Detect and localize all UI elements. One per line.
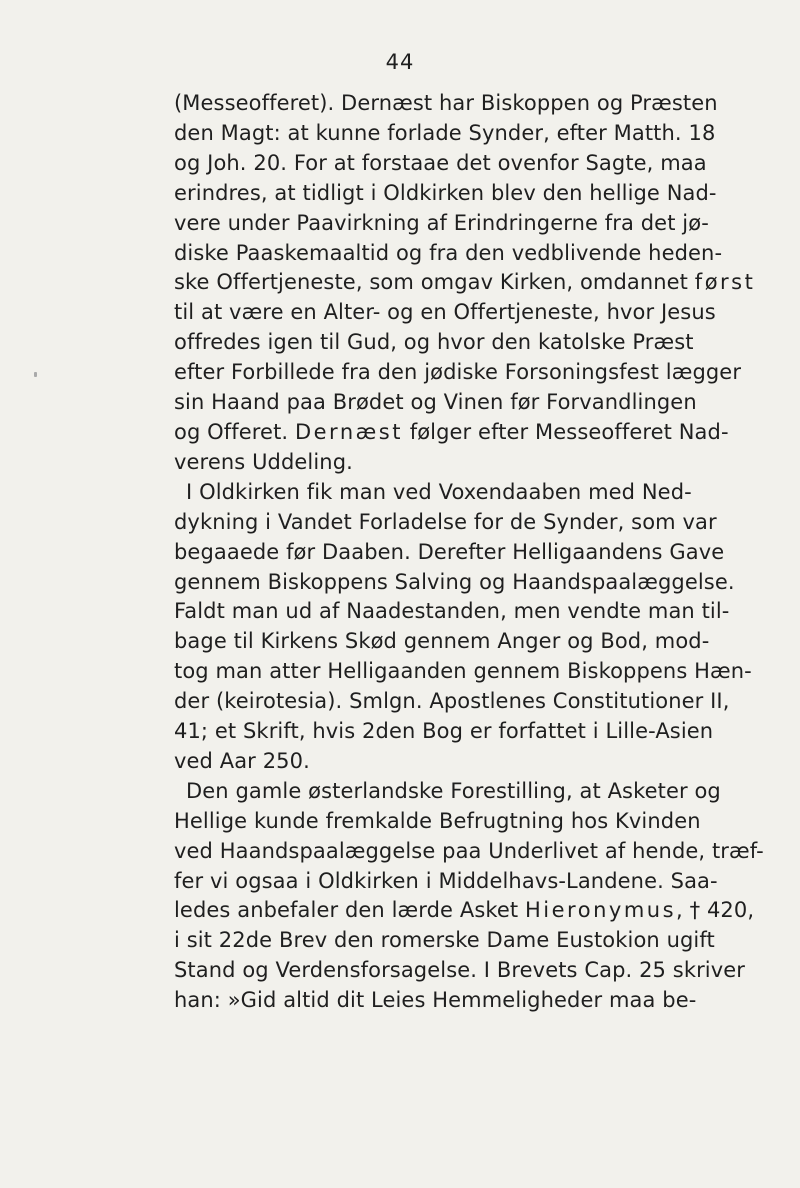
text-line: og Joh. 20. For at forstaae det ovenfor Sagte, maa — [174, 150, 707, 175]
text-line: erindres, at tidligt i Oldkirken blev den hellige Nad- — [174, 180, 717, 205]
emphasized-word: først — [694, 270, 756, 295]
emphasized-word: Dernæst — [294, 419, 403, 444]
margin-mark — [34, 372, 37, 377]
text-line — [174, 268, 764, 298]
text-line: diske Paaskemaaltid og fra den vedblivende heden- — [174, 240, 723, 265]
text-line: Hellige kunde fremkalde Befrugtning hos Kvinden — [174, 808, 701, 833]
text-line: efter Forbillede fra den jødiske Forsoningsfest lægger — [174, 360, 742, 385]
text-line: offredes igen til Gud, og hvor den katolske Præst — [174, 330, 694, 355]
text-line: han: »Gid altid dit Leies Hemmeligheder maa be- — [174, 988, 697, 1013]
text-line — [174, 418, 764, 448]
text-line: dykning i Vandet Forladelse for de Synder, som var — [174, 509, 717, 534]
text-line: vere under Paavirkning af Erindringerne fra det jø- — [174, 210, 709, 235]
text-segment: ledes anbefaler den lærde Asket — [174, 898, 526, 923]
text-line: Faldt man ud af Naadestanden, men vendte man til- — [174, 599, 730, 624]
text-segment: og Offeret. — [174, 419, 295, 444]
text-line: til at være en Alter- og en Offertjeneste, hvor Jesus — [174, 300, 716, 325]
text-segment: , † 420, — [676, 898, 755, 923]
text-line: begaaede før Daaben. Derefter Helligaandens Gave — [174, 539, 725, 564]
text-line: ved Haandspaalæggelse paa Underlivet af hende, træf- — [174, 838, 764, 863]
text-line: den Magt: at kunne forlade Synder, efter Matth. 18 — [174, 120, 716, 145]
text-line: Stand og Verdensforsagelse. I Brevets Cap. 25 skriver — [174, 958, 746, 983]
text-line: bage til Kirkens Skød gennem Anger og Bod, mod- — [174, 629, 710, 654]
text-segment: ske Offertjeneste, som omgav Kirken, omdannet — [174, 270, 695, 295]
paragraph-start-line: I Oldkirken fik man ved Voxendaaben med Ned- — [186, 479, 692, 504]
text-line: ved Aar 250. — [174, 748, 310, 773]
emphasized-name: Hieronymus — [525, 898, 677, 923]
text-line: tog man atter Helligaanden gennem Biskoppens Hæn- — [174, 659, 752, 684]
text-segment: følger efter Messeofferet Nad- — [402, 419, 729, 444]
text-line: der (keirotesia). Smlgn. Apostlenes Constitutioner II, — [174, 689, 730, 714]
page-number: 44 — [385, 50, 415, 74]
text-line: verens Uddeling. — [174, 449, 353, 474]
text-line: sin Haand paa Brødet og Vinen før Forvandlingen — [174, 390, 697, 415]
text-line: 41; et Skrift, hvis 2den Bog er forfattet i Lille-Asien — [174, 719, 714, 744]
body-text — [174, 89, 764, 1016]
text-line: fer vi ogsaa i Oldkirken i Middelhavs-Landene. Saa- — [174, 868, 718, 893]
text-line — [174, 896, 764, 926]
text-line: i sit 22de Brev den romerske Dame Eustokion ugift — [174, 928, 715, 953]
text-line: gennem Biskoppens Salving og Haandspaalæggelse. — [174, 569, 735, 594]
text-line: (Messeofferet). Dernæst har Biskoppen og Præsten — [174, 91, 718, 115]
paragraph-start-line: Den gamle østerlandske Forestilling, at Asketer og — [186, 778, 721, 803]
